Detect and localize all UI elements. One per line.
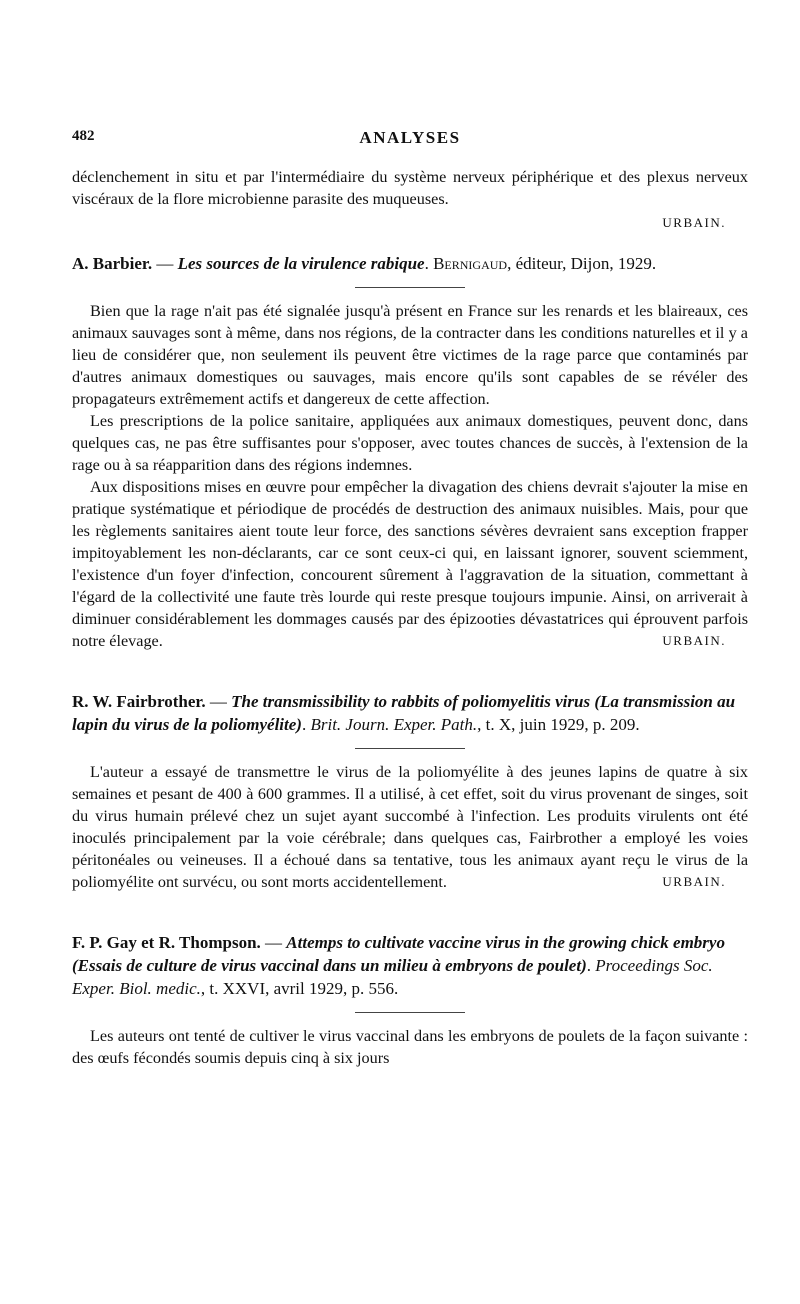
intro-paragraph: déclenchement in situ et par l'intermédiaire du système nerveux périphérique et des plexus nerveux viscéraux de la flore microbienne parasite des muqueuses. [72, 168, 748, 208]
review1-rule [355, 287, 465, 288]
review1-publisher: Bernigaud [433, 254, 508, 273]
intro-signature: URBAIN. [662, 215, 726, 230]
review3-reference [72, 931, 748, 1000]
review2-reference [72, 690, 748, 736]
review2-dash: — [205, 692, 232, 711]
review1-reference [72, 252, 748, 275]
review1-paragraph-3-text: Aux dispositions mises en œuvre pour empêcher la divagation des chiens devrait s'ajouter la mise en pratique systématique et périodique de procédés de destruction des animaux nuisibles. Mais, pour que les règlements sanitaires aient toute leur force, des sanctions sévères devraient sans exception frapper impitoyablement les non-déclarants, car ce sont ceux-ci qui, en laissant ignorer, souvent sciemment, l'existence d'un foyer d'infection, concourent sûrement à l'aggravation de la situation, commettant à l'égard de la collectivité une faute très lourde qui reste presque toujours impunie. Ainsi, on arriverait à diminuer considérablement les dommages causés par des épizooties dévastatrices qui éprouvent parfois notre élevage. [72, 478, 748, 650]
review1-author: A. Barbier. [72, 254, 153, 273]
review3-journal: Proceedings Soc. Exper. Biol. medic. [72, 956, 713, 998]
review1-rest: , éditeur, Dijon, 1929. [507, 254, 657, 273]
review3-rule [355, 1012, 465, 1013]
review1-dash: — [152, 254, 178, 273]
review3-rest: , t. XXVI, avril 1929, p. 556. [200, 979, 399, 998]
review2-paragraph-text: L'auteur a essayé de transmettre le virus de la poliomyélite à des jeunes lapins de quatre à six semaines et pesant de 400 à 600 grammes. Il a utilisé, à cet effet, soit du virus provenant de singes, soit du virus humain prélevé chez un sujet ayant succombé à l'infection. Les produits virulents ont été inoculés principalement par la voie cérébrale; dans quelques cas, Fairbrother a employé les voies péritonéales ou veineuses. Il a échoué dans sa tentative, tous les animaux ayant reçu le virus de la poliomyélite ont survécu, ou sont morts accidentellement. [72, 763, 748, 891]
review2-rule [355, 748, 465, 749]
review1-signature: URBAIN. [662, 633, 726, 648]
review1-paragraph-2: Les prescriptions de la police sanitaire, appliquées aux animaux domestiques, peuvent donc, dans quelques cas, ne pas être suffisantes pour s'opposer, avec toutes chances de succès, à l'extension de la rage ou à sa réapparition dans des régions indemnes. [72, 412, 748, 474]
review1-sep: . [424, 254, 434, 273]
review3-author: F. P. Gay et R. Thompson. [72, 933, 261, 952]
review2-rest: , t. X, juin 1929, p. 209. [477, 715, 640, 734]
running-head: ANALYSES [359, 128, 461, 147]
review1-paragraph-3 [72, 476, 748, 652]
page-header [72, 128, 748, 156]
page-number: 482 [72, 128, 95, 144]
review3-title: Attemps to cultivate vaccine virus in the growing chick embryo [286, 933, 725, 952]
review1-title: Les sources de la virulence rabique [177, 254, 425, 273]
review3-paragraph: Les auteurs ont tenté de cultiver le virus vaccinal dans les embryons de poulets de la façon suivante : des œufs fécondés soumis depuis cinq à six jours [72, 1027, 748, 1067]
review3-dash: — [260, 933, 287, 952]
review2-journal: Brit. Journ. Exper. Path. [310, 715, 478, 734]
review2-translated-title: (La transmission au lapin du virus de la poliomyélite) [72, 692, 736, 734]
review2-signature: URBAIN. [662, 874, 726, 889]
review1-paragraph-1: Bien que la rage n'ait pas été signalée jusqu'à présent en France sur les renards et les blaireaux, ces animaux sauvages sont à même, dans nos régions, de la contracter dans les conditions naturelles et il y a lieu de considérer que, non seulement ils peuvent être victimes de la rage parce que contaminés par d'autres animaux domestiques ou sauvages, mais encore qu'ils sont capables de se révéler des propagateurs extrêmement actifs et dangereux de cette affection. [72, 302, 748, 408]
review2-paragraph [72, 761, 748, 893]
review2-author: R. W. Fairbrother. [72, 692, 206, 711]
review3-translated-title: (Essais de culture de virus vaccinal dans un milieu à embryons de poulet) [72, 956, 587, 975]
page-content [72, 166, 748, 1069]
review2-title: The transmissibility to rabbits of poliomyelitis virus [231, 692, 591, 711]
review2-sep: . [301, 715, 311, 734]
review3-sep: . [586, 956, 596, 975]
